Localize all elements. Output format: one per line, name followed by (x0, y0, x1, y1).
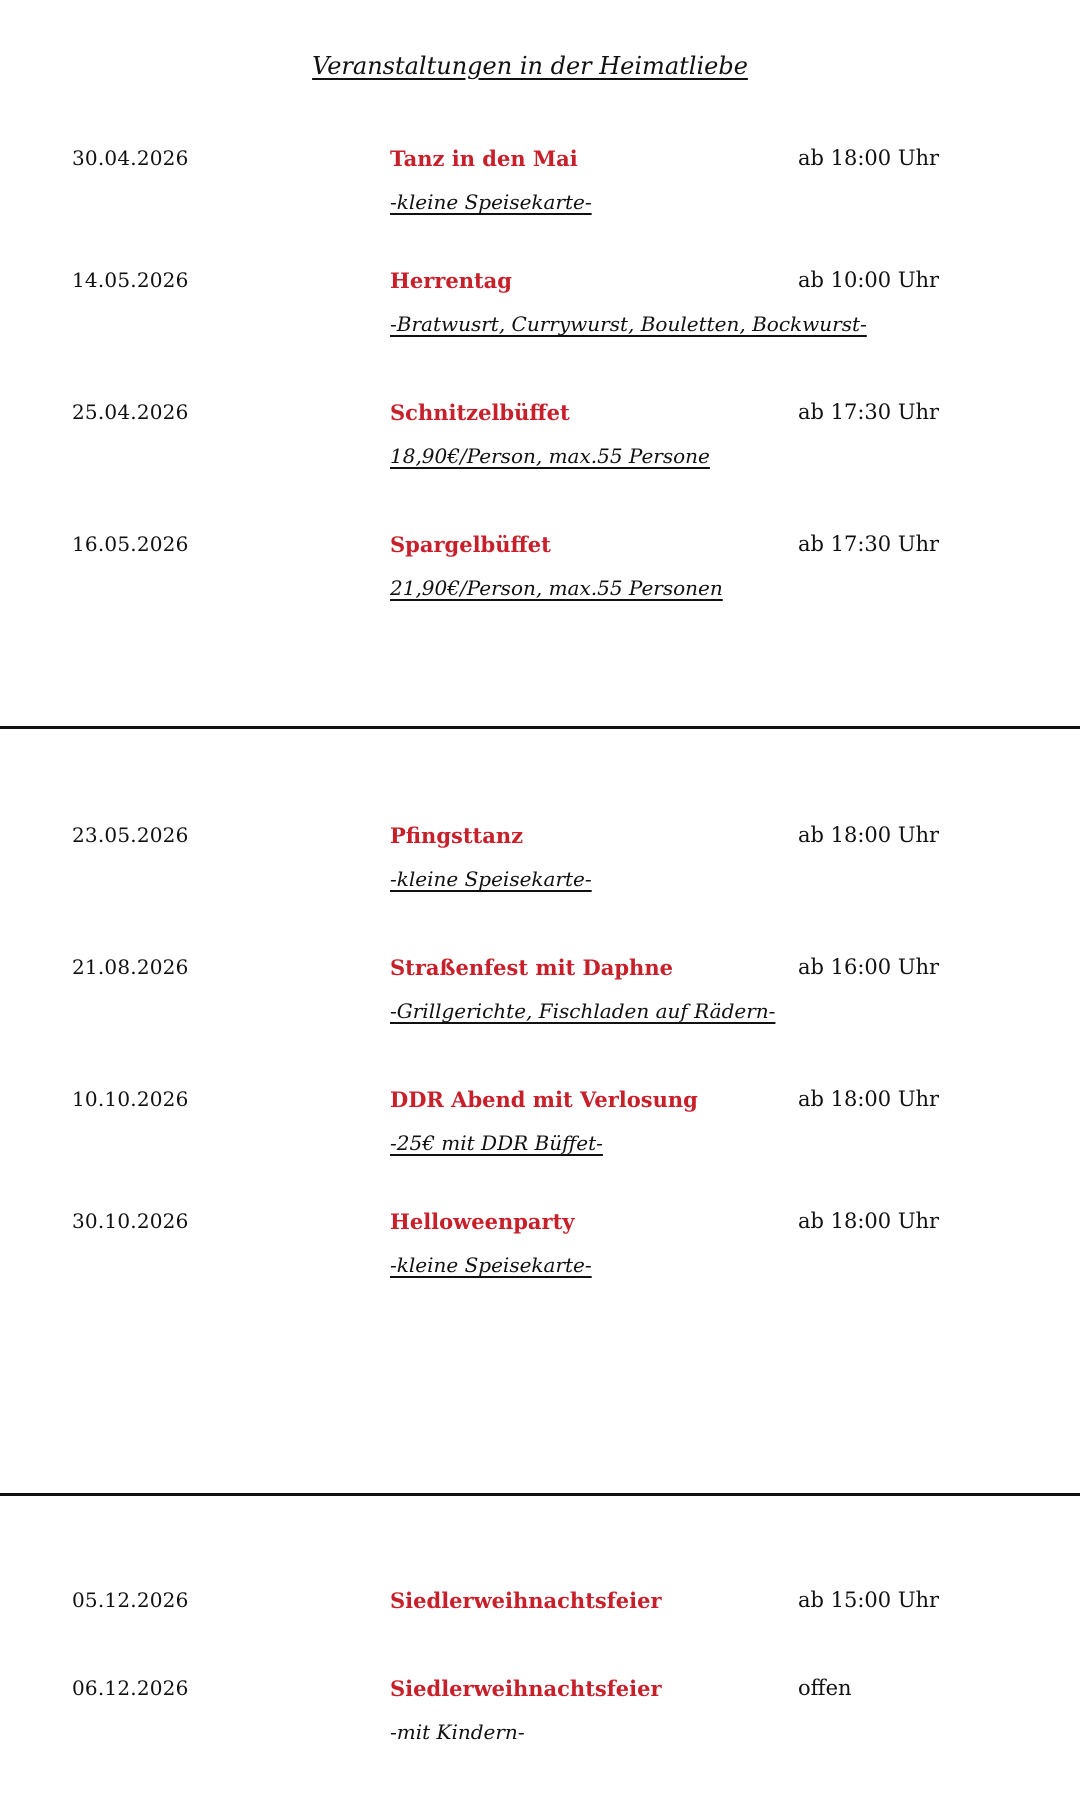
event-name: Straßenfest mit Daphne (390, 955, 673, 980)
event-date: 10.10.2026 (72, 1087, 189, 1111)
event-date: 25.04.2026 (72, 400, 189, 424)
event-row (0, 400, 1080, 490)
event-time: ab 18:00 Uhr (798, 1209, 940, 1233)
event-date: 14.05.2026 (72, 268, 189, 292)
event-row (0, 955, 1080, 1045)
event-note: -kleine Speisekarte- (390, 1253, 592, 1277)
event-date: 05.12.2026 (72, 1588, 189, 1612)
event-note: 21,90€/Person, max.55 Personen (390, 576, 723, 600)
page-title: Veranstaltungen in der Heimatliebe (312, 52, 748, 80)
event-time: ab 17:30 Uhr (798, 400, 940, 424)
event-time: ab 17:30 Uhr (798, 532, 940, 556)
event-row (0, 146, 1080, 236)
event-name: Spargelbüffet (390, 532, 551, 557)
event-row (0, 532, 1080, 622)
event-note: -kleine Speisekarte- (390, 867, 592, 891)
event-note: -Grillgerichte, Fischladen auf Rädern- (390, 999, 776, 1023)
event-time: ab 18:00 Uhr (798, 1087, 940, 1111)
event-row (0, 1588, 1080, 1678)
event-time: ab 10:00 Uhr (798, 268, 940, 292)
event-row (0, 823, 1080, 913)
event-date: 06.12.2026 (72, 1676, 189, 1700)
event-note: -Bratwusrt, Currywurst, Bouletten, Bockwurst- (390, 312, 867, 336)
event-note: -25€ mit DDR Büffet- (390, 1131, 603, 1155)
event-date: 23.05.2026 (72, 823, 189, 847)
event-row (0, 268, 1080, 358)
event-name: Siedlerweihnachtsfeier (390, 1676, 662, 1701)
event-time: offen (798, 1676, 852, 1700)
event-time: ab 18:00 Uhr (798, 146, 940, 170)
event-note: -mit Kindern- (390, 1720, 525, 1744)
event-row (0, 1209, 1080, 1299)
event-name: Siedlerweihnachtsfeier (390, 1588, 662, 1613)
event-row (0, 1676, 1080, 1766)
event-date: 30.10.2026 (72, 1209, 189, 1233)
event-name: Helloweenparty (390, 1209, 575, 1234)
event-time: ab 15:00 Uhr (798, 1588, 940, 1612)
event-time: ab 16:00 Uhr (798, 955, 940, 979)
event-name: Schnitzelbüffet (390, 400, 570, 425)
event-date: 30.04.2026 (72, 146, 189, 170)
section-divider (0, 1493, 1080, 1496)
event-name: DDR Abend mit Verlosung (390, 1087, 698, 1112)
event-note: 18,90€/Person, max.55 Persone (390, 444, 710, 468)
event-date: 16.05.2026 (72, 532, 189, 556)
event-name: Pfingsttanz (390, 823, 524, 848)
event-row (0, 1087, 1080, 1177)
event-name: Herrentag (390, 268, 512, 293)
event-time: ab 18:00 Uhr (798, 823, 940, 847)
event-date: 21.08.2026 (72, 955, 189, 979)
event-name: Tanz in den Mai (390, 146, 578, 171)
section-divider (0, 726, 1080, 729)
event-note: -kleine Speisekarte- (390, 190, 592, 214)
